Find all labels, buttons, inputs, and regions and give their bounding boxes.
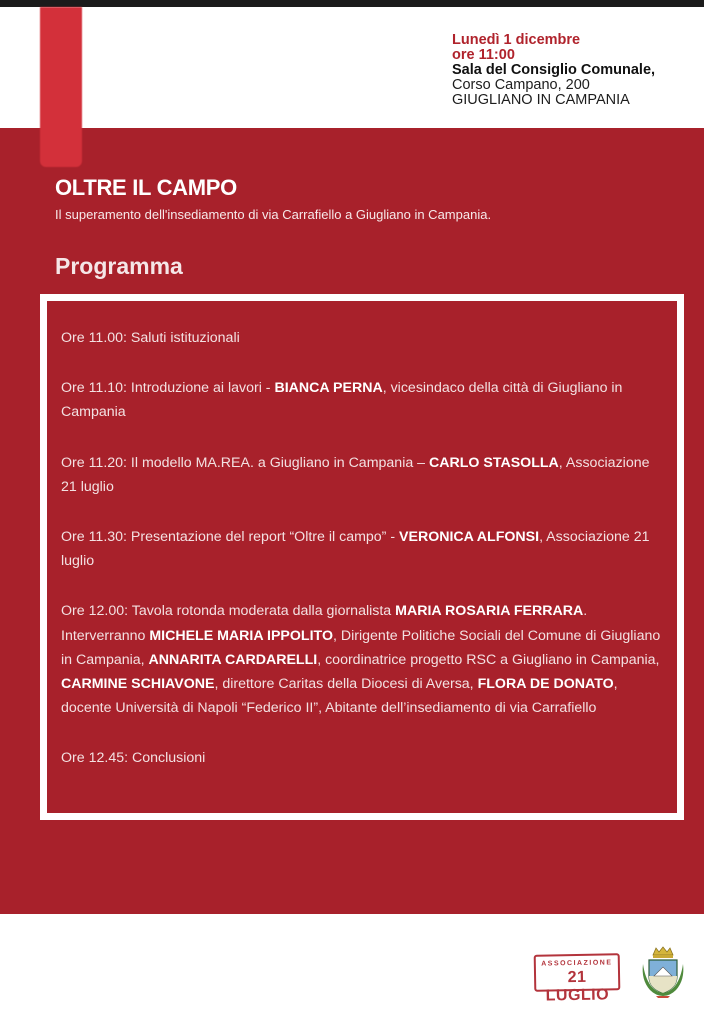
- speaker-name: FLORA DE DONATO: [477, 676, 614, 693]
- top-status-bar: [0, 0, 704, 7]
- program-text: . Interverranno: [61, 603, 588, 644]
- program-item: [61, 525, 666, 573]
- event-info: [452, 33, 697, 108]
- logo-main-text: 21 LUGLIO: [545, 968, 610, 1005]
- speaker-name: VERONICA ALFONSI: [399, 529, 540, 546]
- program-text: Ore 12.00: Tavola rotonda moderata dalla giornalista: [61, 603, 396, 620]
- speaker-name: ANNARITA CARDARELLI: [148, 651, 318, 668]
- program-heading: Programma: [55, 253, 183, 279]
- event-address: Corso Campano, 200: [452, 77, 590, 93]
- program-item: [61, 451, 666, 499]
- program-text: Ore 12.45: Conclusioni: [61, 750, 206, 767]
- program-item: [61, 376, 666, 424]
- program-text: Ore 11.00: Saluti istituzionali: [61, 330, 240, 346]
- speaker-name: BIANCA PERNA: [274, 380, 383, 397]
- program-text: , Dirigente Politiche Sociali del Comune di Giugliano in Campania,: [61, 627, 661, 668]
- program-text: , vicesindaco della città di Giugliano in Campania: [61, 380, 623, 421]
- program-item: [61, 599, 666, 720]
- logo-top-text: ASSOCIAZIONE: [541, 959, 613, 968]
- program-text: , coordinatrice progetto RSC a Giugliano in Campania,: [317, 651, 660, 668]
- page-subtitle: Il superamento dell'insediamento di via Carrafiello a Giugliano in Campania.: [55, 207, 492, 222]
- event-venue: Sala del Consiglio Comunale,: [452, 62, 656, 78]
- program-text: Ore 11.20: Il modello MA.REA. a Giugliano in Campania –: [61, 454, 430, 471]
- red-bookmark-tab: [40, 7, 82, 167]
- town-crest-icon: [640, 946, 686, 998]
- program-item: [61, 326, 666, 350]
- event-date: Lunedì 1 dicembre: [452, 32, 581, 48]
- speaker-name: CARLO STASOLLA: [429, 454, 559, 471]
- page-title: OLTRE IL CAMPO: [55, 175, 237, 200]
- speaker-name: CARMINE SCHIAVONE: [61, 676, 215, 693]
- program-item: [61, 746, 666, 770]
- associazione-21-luglio-logo: [534, 953, 621, 1005]
- program-text: Ore 11.10: Introduzione ai lavori -: [61, 380, 275, 397]
- speaker-name: MICHELE MARIA IPPOLITO: [149, 627, 333, 644]
- program-text: , docente Università di Napoli “Federico II”, Abitante dell’insediamento di via Carrafiello: [61, 676, 618, 717]
- program-text: , direttore Caritas della Diocesi di Aversa,: [214, 676, 478, 693]
- event-time: ore 11:00: [452, 47, 515, 63]
- event-city: GIUGLIANO IN CAMPANIA: [452, 92, 630, 108]
- speaker-name: MARIA ROSARIA FERRARA: [395, 603, 584, 620]
- program-text: Ore 11.30: Presentazione del report “Oltre il campo” -: [61, 529, 400, 546]
- program-text: , Associazione 21 luglio: [61, 454, 650, 495]
- program-text: , Associazione 21 luglio: [61, 529, 650, 570]
- program-list: [61, 326, 666, 797]
